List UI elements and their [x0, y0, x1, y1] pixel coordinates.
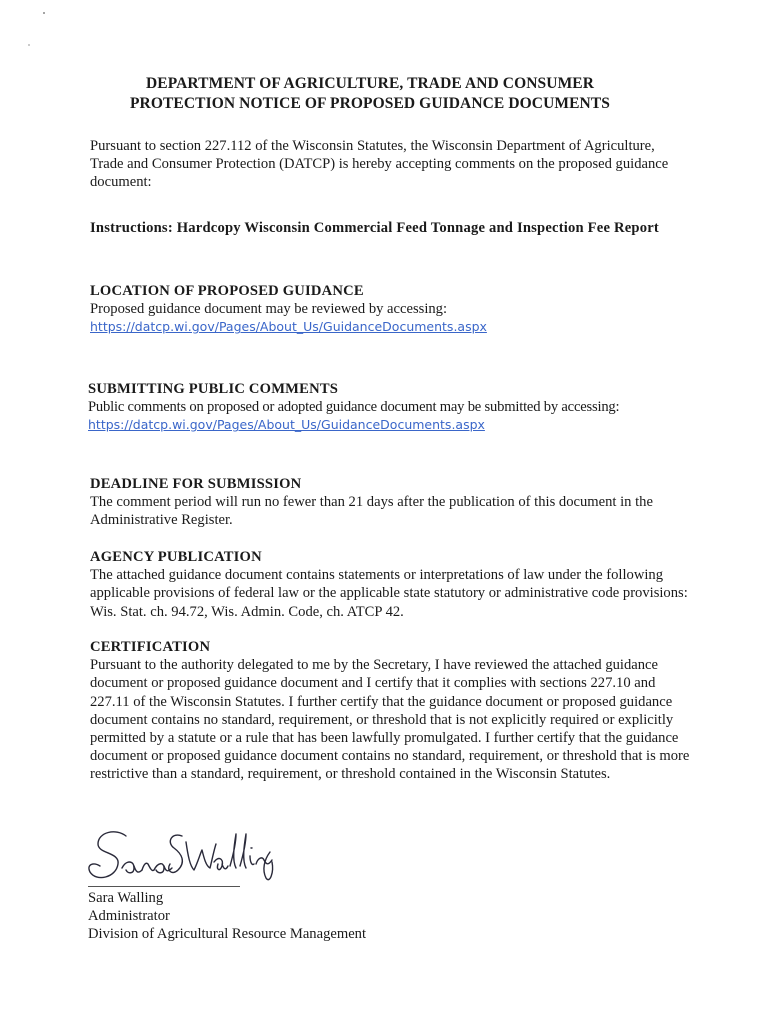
instructions-section — [90, 219, 690, 237]
signature-line — [88, 886, 240, 887]
location-link[interactable]: https://datcp.wi.gov/Pages/About_Us/GuidanceDocuments.aspx — [90, 319, 487, 335]
agency-text: The attached guidance document contains statements or interpretations of law under the following applicable provisions of federal law or the applicable state statutory or administrative code provisions: Wis. Stat. ch. 94.72, Wis. Admin. Code, ch. ATCP 42. — [90, 567, 688, 620]
agency-section — [90, 548, 690, 621]
title-line-1: DEPARTMENT OF AGRICULTURE, TRADE AND CONSUMER — [145, 75, 595, 92]
certification-heading: CERTIFICATION — [90, 639, 211, 655]
agency-heading: AGENCY PUBLICATION — [90, 549, 262, 565]
title-line-2: PROTECTION NOTICE OF PROPOSED GUIDANCE DOCUMENTS — [129, 95, 611, 112]
location-heading: LOCATION OF PROPOSED GUIDANCE — [90, 283, 364, 299]
scan-speck — [28, 44, 30, 46]
signatory-role: Administrator — [88, 908, 170, 925]
comments-link[interactable]: https://datcp.wi.gov/Pages/About_Us/GuidanceDocuments.aspx — [88, 417, 485, 433]
signatory-block — [88, 889, 366, 944]
certification-text: Pursuant to the authority delegated to me by the Secretary, I have reviewed the attached guidance document or proposed guidance document and I certify that it complies with sections 227.10 and 227.11 of the Wisconsin Statutes. I further certify that the guidance document or proposed guidance document contains no standard, requirement, or threshold that is not explicitly required or explicitly permitted by a statute or a rule that has been lawfully promulgated. I further certify that the guidance document or proposed guidance document contains no standard, requirement, or threshold that is more restrictive than a standard, requirement, or threshold contained in the Wisconsin Statutes. — [90, 657, 690, 783]
certification-section — [90, 638, 690, 784]
comments-heading: SUBMITTING PUBLIC COMMENTS — [88, 381, 339, 397]
deadline-section — [90, 475, 690, 530]
signatory-division: Division of Agricultural Resource Management — [88, 926, 367, 943]
location-text: Proposed guidance document may be reviewed by accessing: — [90, 301, 448, 318]
document-title — [60, 74, 680, 114]
deadline-heading: DEADLINE FOR SUBMISSION — [90, 476, 302, 492]
deadline-text: The comment period will run no fewer than 21 days after the publication of this document in the Administrative Register. — [90, 494, 653, 529]
handwritten-signature — [86, 822, 276, 888]
intro-section — [90, 137, 690, 192]
comments-text: Public comments on proposed or adopted guidance document may be submitted by accessing: — [88, 399, 620, 416]
location-section — [90, 282, 690, 337]
guidance-document-title: Instructions: Hardcopy Wisconsin Commercial Feed Tonnage and Inspection Fee Report — [90, 220, 659, 236]
scan-speck — [43, 12, 45, 14]
signatory-name: Sara Walling — [88, 890, 164, 906]
comments-section — [88, 380, 698, 435]
intro-paragraph: Pursuant to section 227.112 of the Wisconsin Statutes, the Wisconsin Department of Agriculture, Trade and Consumer Protection (DATCP) is hereby accepting comments on the proposed guidance document: — [90, 138, 669, 191]
